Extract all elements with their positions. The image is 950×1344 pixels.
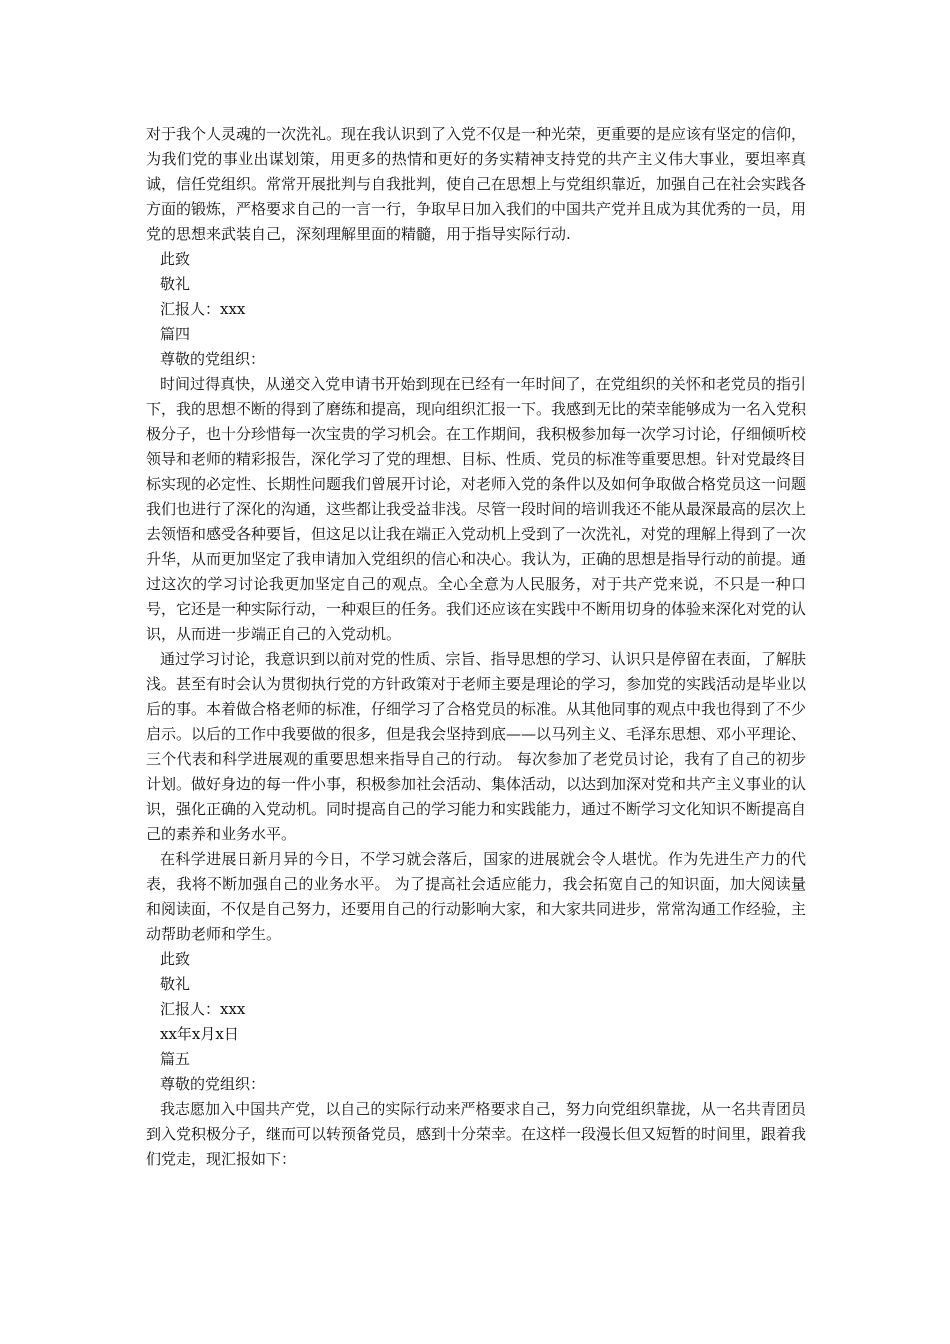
section-heading-4: 篇四 — [160, 325, 191, 343]
greeting-line: 尊敬的党组织： — [160, 1075, 266, 1093]
paragraph: 通过学习讨论，我意识到以前对党的性质、宗旨、指导思想的学习、认识只是停留在表面，了解肤浅。甚至有时会认为贯彻执行党的方针政策对于老师主要是理论的学习，参加党的实践活动是毕业以后的事。本着做合格老师的标准，仔细学习了合格党员的标准。从其他同事的观点中我也得到了不少启示。以后的工作中我要做的很多，但是我会坚持到底——以马列主义、毛泽东思想、邓小平理论、三个代表和科学进展观的重要思想来指导自己的行动。 每次参加了老党员讨论，我有了自己的初步计划。做好身边的每一件小事，积极参加社会活动、集体活动，以达到加深对党和共产主义事业的认识，强化正确的入党动机。同时提高自己的学习能力和实践能力，通过不断学习文化知识不断提高自己的素养和业务水平。 — [146, 650, 807, 843]
greeting-line: 尊敬的党组织： — [160, 350, 266, 368]
closing-line: 此致 — [160, 950, 191, 968]
paragraph: 我志愿加入中国共产党，以自己的实际行动来严格要求自己，努力向党组织靠拢，从一名共青团员到入党积极分子，继而可以转预备党员，感到十分荣幸。在这样一段漫长但又短暂的时间里，跟着我们党走，现汇报如下： — [146, 1100, 807, 1168]
reporter-line: 汇报人：xxx — [160, 1000, 246, 1018]
salute-line: 敬礼 — [160, 275, 191, 293]
section-heading-5: 篇五 — [160, 1050, 191, 1068]
paragraph: 在科学进展日新月异的今日，不学习就会落后，国家的进展就会令人堪忧。作为先进生产力的代表，我将不断加强自己的业务水平。 为了提高社会适应能力，我会拓宽自己的知识面，加大阅读量和阅读面，不仅是自己努力，还要用自己的行动影响大家，和大家共同进步，常常沟通工作经验，主动帮助老师和学生。 — [146, 850, 807, 943]
salute-line: 敬礼 — [160, 975, 191, 993]
document-body — [146, 122, 806, 1172]
paragraph: 时间过得真快，从递交入党申请书开始到现在已经有一年时间了，在党组织的关怀和老党员的指引下，我的思想不断的得到了磨练和提高，现向组织汇报一下。我感到无比的荣幸能够成为一名入党积极分子，也十分珍惜每一次宝贵的学习机会。在工作期间，我积极参加每一次学习讨论，仔细倾听校领导和老师的精彩报告，深化学习了党的理想、目标、性质、党员的标准等重要思想。针对党最终目标实现的必定性、长期性问题我们曾展开讨论，对老师入党的条件以及如何争取做合格党员这一问题我们也进行了深化的沟通，这些都让我受益非浅。尽管一段时间的培训我还不能从最深最高的层次上去领悟和感受各种要旨，但这足以让我在端正入党动机上受到了一次洗礼，对党的理解上得到了一次升华，从而更加坚定了我申请加入党组织的信心和决心。我认为，正确的思想是指导行动的前提。通过这次的学习讨论我更加坚定自己的观点。全心全意为人民服务，对于共产党来说，不只是一种口号，它还是一种实际行动，一种艰巨的任务。我们还应该在实践中不断用切身的体验来深化对党的认识，从而进一步端正自己的入党动机。 — [146, 375, 807, 643]
closing-line: 此致 — [160, 250, 191, 268]
date-line: xx年x月x日 — [160, 1025, 239, 1043]
paragraph-continuation: 对于我个人灵魂的一次洗礼。现在我认识到了入党不仅是一种光荣，更重要的是应该有坚定的信仰，为我们党的事业出谋划策，用更多的热情和更好的务实精神支持党的共产主义伟大事业，要坦率真诚，信任党组织。常常开展批判与自我批判，使自己在思想上与党组织靠近，加强自己在社会实践各方面的锻炼，严格要求自己的一言一行，争取早日加入我们的中国共产党并且成为其优秀的一员，用党的思想来武装自己，深刻理解里面的精髓，用于指导实际行动. — [146, 125, 807, 243]
reporter-line: 汇报人：xxx — [160, 300, 246, 318]
